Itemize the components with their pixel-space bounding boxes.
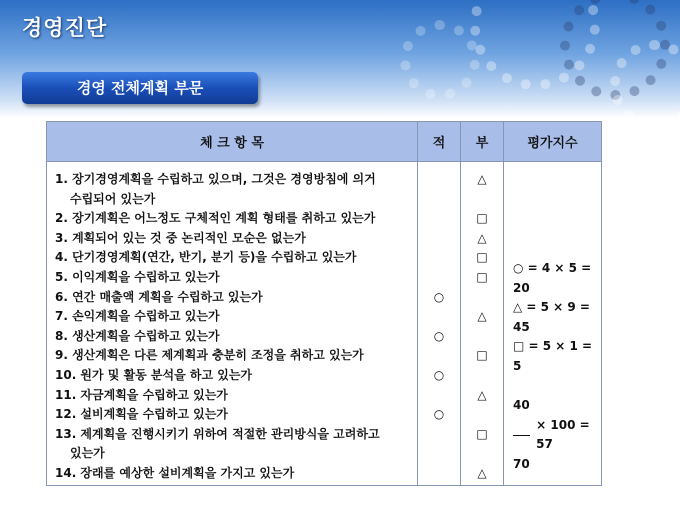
score-square: □ = 5 × 1 = 5 <box>513 339 593 373</box>
check-item: 14. 장래를 예상한 설비계획을 가지고 있는가 <box>55 465 295 480</box>
yes-mark <box>419 170 459 190</box>
check-item: 7. 손익계획을 수립하고 있는가 <box>55 309 220 324</box>
yes-mark <box>419 268 459 288</box>
no-mark: △ <box>477 387 487 402</box>
fraction-denominator: 70 <box>513 456 530 471</box>
no-mark <box>462 327 502 347</box>
no-mark: △ <box>477 465 487 480</box>
yes-mark <box>419 425 459 445</box>
check-item: 6. 연간 매출액 계획을 수립하고 있는가 <box>55 289 263 304</box>
check-item: 11. 자금계획을 수립하고 있는가 <box>55 387 228 402</box>
no-mark: △ <box>477 230 487 245</box>
check-item: 12. 설비계획을 수립하고 있는가 <box>55 407 228 422</box>
no-column <box>461 162 504 486</box>
check-item: 10. 원가 및 활동 분석을 하고 있는가 <box>55 367 253 382</box>
header-yes: 적 <box>418 122 461 162</box>
score-triangle: △ = 5 × 9 = 45 <box>513 300 590 334</box>
fraction-line <box>513 416 600 455</box>
fraction-bar <box>513 435 530 436</box>
yes-mark: ○ <box>433 289 445 304</box>
yes-mark <box>419 346 459 366</box>
yes-mark <box>419 248 459 268</box>
fraction-numerator: 40 <box>513 398 530 413</box>
page-title: 경영진단 <box>22 16 108 40</box>
check-items-cell <box>47 162 418 486</box>
no-mark: △ <box>477 172 487 186</box>
table-header-row <box>47 122 602 162</box>
yes-mark <box>419 209 459 229</box>
checklist-table <box>46 121 602 486</box>
section-label: 경영 전체계획 부문 <box>22 72 258 104</box>
no-mark: □ <box>476 426 488 441</box>
score-circle: ○ = 4 × 5 = 20 <box>513 261 592 295</box>
check-item: 3. 계획되어 있는 것 중 논리적인 모순은 없는가 <box>55 230 306 245</box>
no-mark <box>462 288 502 308</box>
no-mark: □ <box>476 250 488 265</box>
yes-mark <box>419 229 459 249</box>
header-score: 평가지수 <box>504 122 602 162</box>
check-item: 4. 단기경영계획(연간, 반기, 분기 등)을 수립하고 있는가 <box>55 250 357 265</box>
header-no: 부 <box>461 122 504 162</box>
check-item: 8. 생산계획을 수립하고 있는가 <box>55 328 220 343</box>
yes-mark <box>419 307 459 327</box>
yes-mark <box>419 386 459 406</box>
check-item: 있는가 <box>70 446 105 461</box>
check-item: 9. 생산계획은 다른 제계획과 충분히 조정을 취하고 있는가 <box>55 348 364 363</box>
no-mark: □ <box>476 269 488 284</box>
fraction-tail: × 100 = 57 <box>536 417 590 452</box>
check-item: 수립되어 있는가 <box>70 191 156 206</box>
check-item: 13. 제계획을 진행시키기 위하여 적절한 관리방식을 고려하고 <box>55 426 380 441</box>
header-check-items: 체 크 항 목 <box>47 122 418 162</box>
check-item: 5. 이익계획을 수립하고 있는가 <box>55 269 220 284</box>
yes-column <box>418 162 461 486</box>
check-item: 2. 장기계획은 어느정도 구체적인 계획 형태를 취하고 있는가 <box>55 211 376 226</box>
score-cell <box>504 162 602 486</box>
yes-mark: ○ <box>433 328 445 343</box>
score-formula <box>505 163 600 475</box>
no-mark <box>462 405 502 425</box>
no-mark <box>462 366 502 386</box>
check-items-list <box>55 170 409 484</box>
yes-mark: ○ <box>433 407 445 422</box>
yes-mark <box>419 464 459 484</box>
yes-mark: ○ <box>433 367 445 382</box>
check-item: 1. 장기경영계획을 수립하고 있으며, 그것은 경영방침에 의거 <box>55 172 376 186</box>
no-mark: □ <box>476 211 488 226</box>
table-body-row <box>47 162 602 486</box>
no-mark: □ <box>476 348 488 363</box>
gear-icon <box>400 20 480 100</box>
no-mark: △ <box>477 309 487 324</box>
